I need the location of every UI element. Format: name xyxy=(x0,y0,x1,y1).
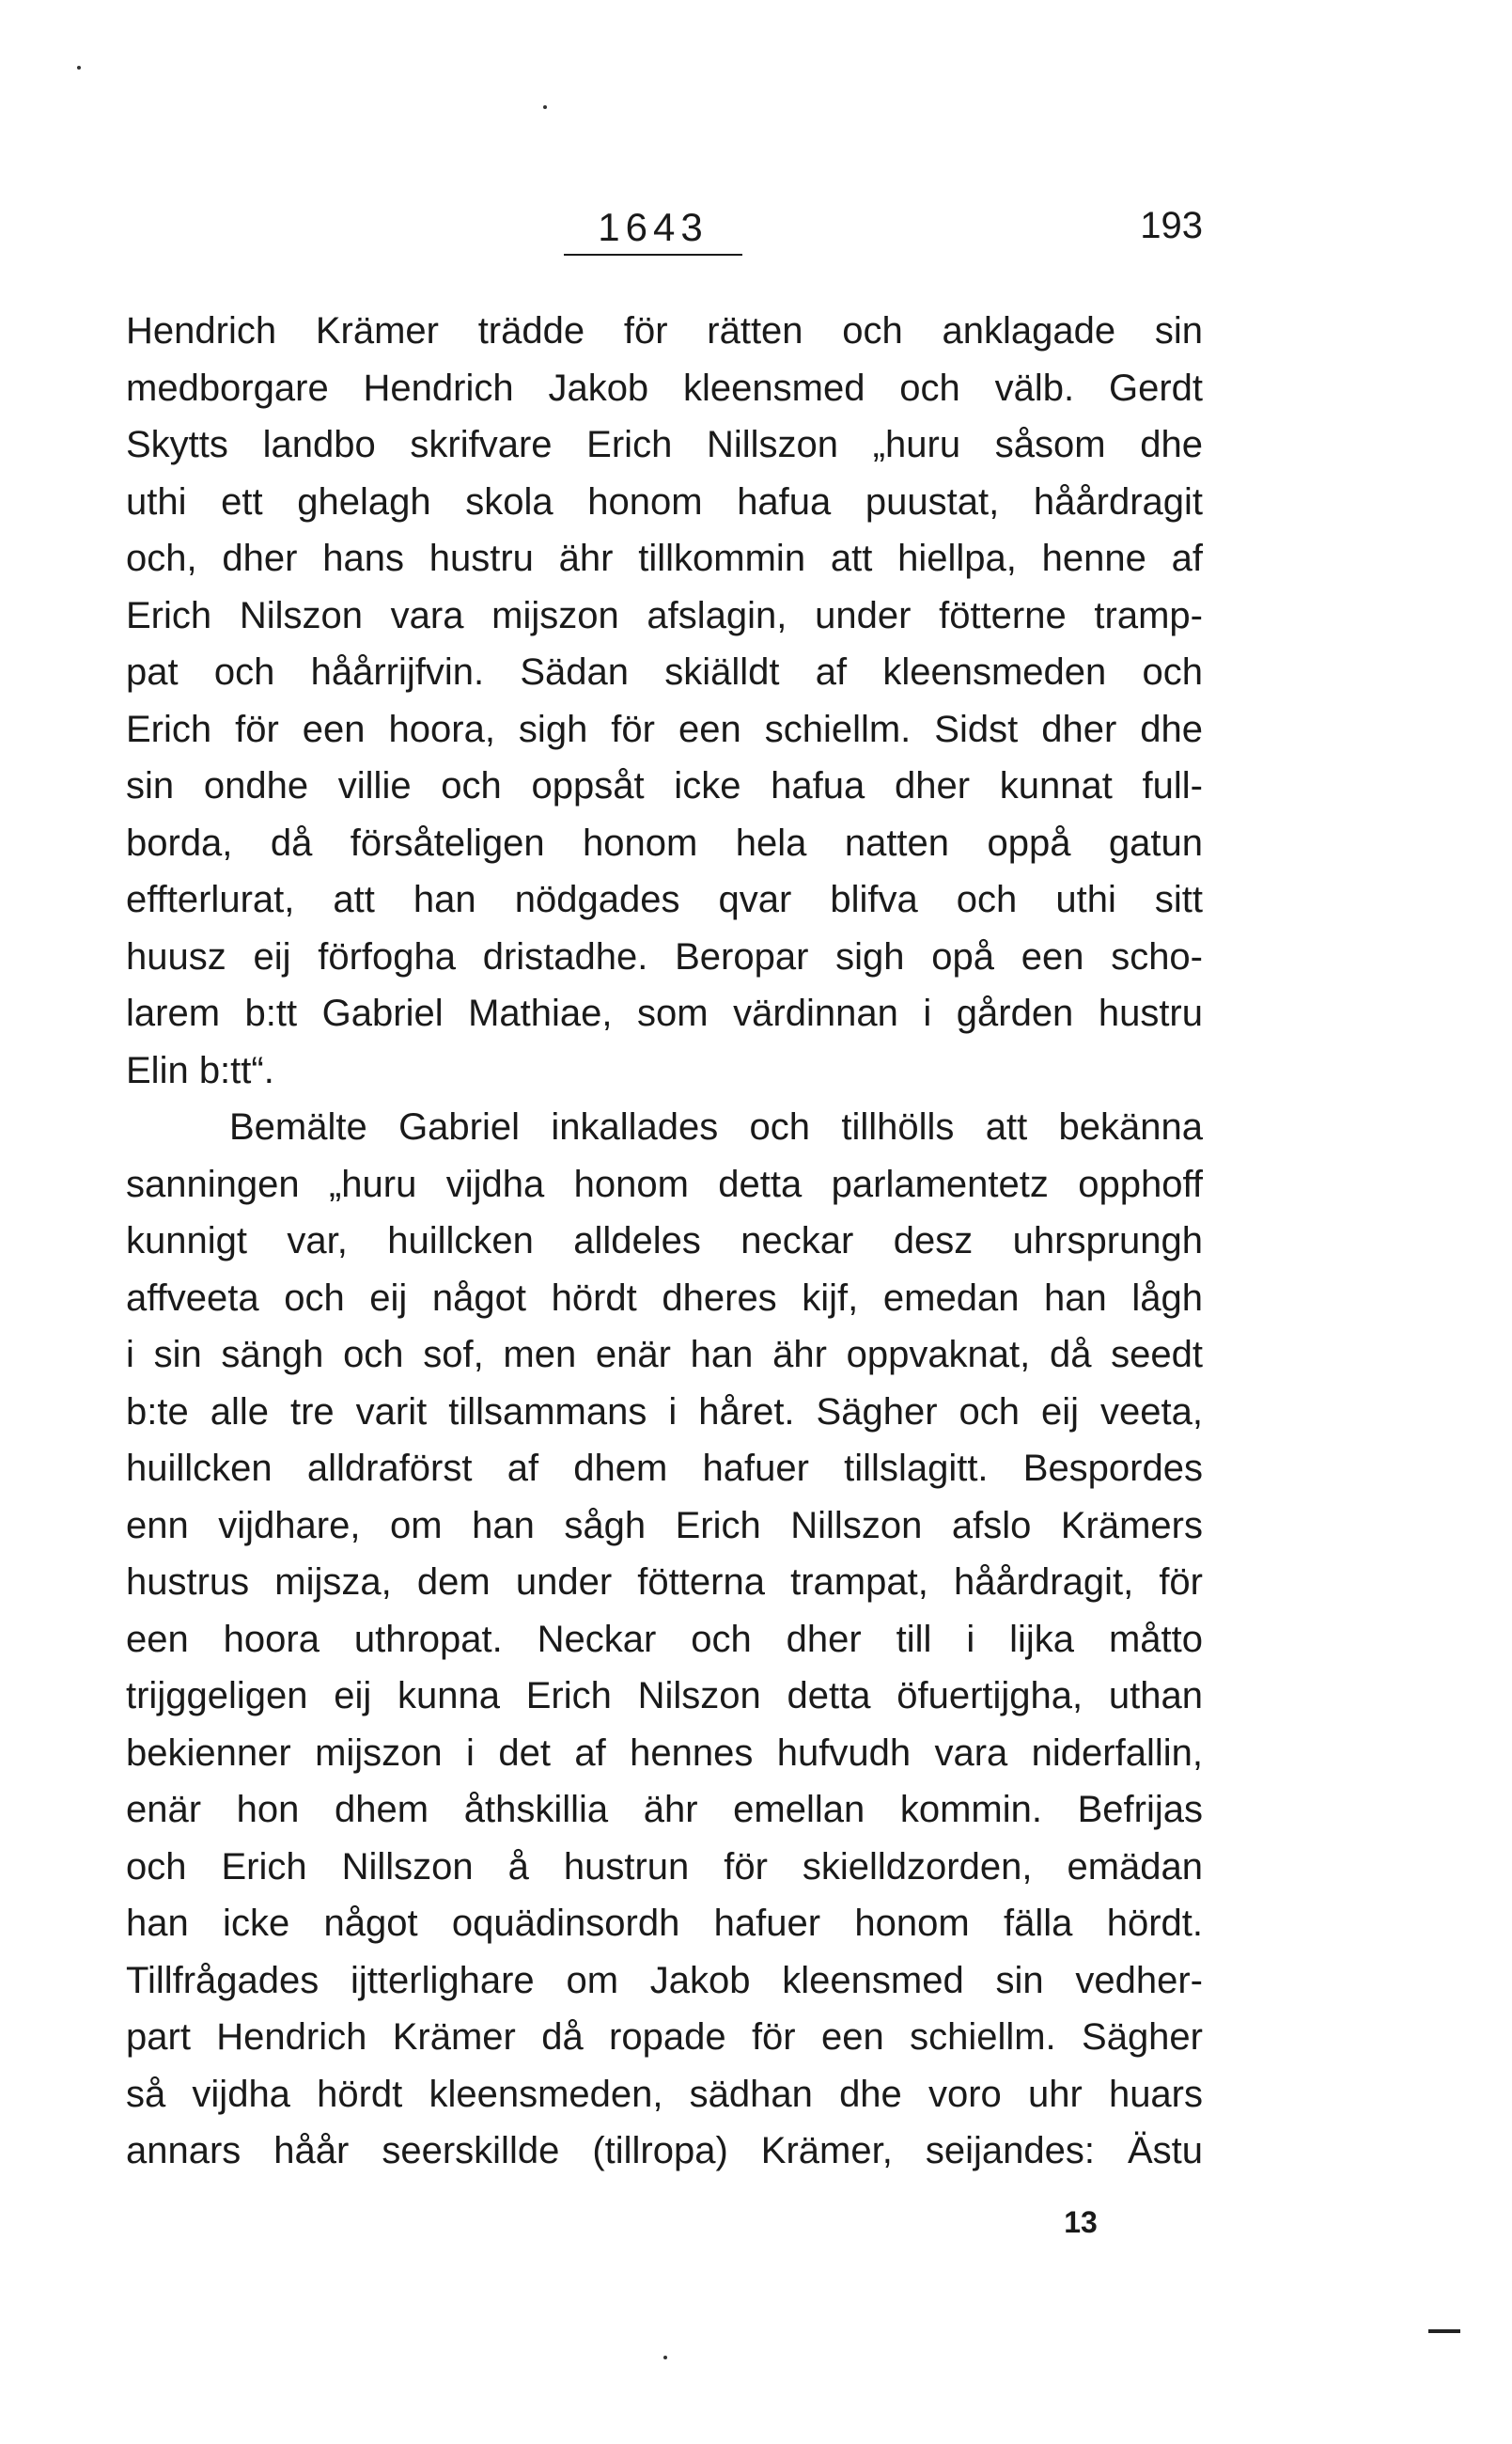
text-line: annars håår seerskillde (tillropa) Krämer, seijandes: Ästu xyxy=(126,2130,1203,2171)
text-line: i sin sängh och sof, men enär han ähr oppvaknat, då seedt xyxy=(126,1334,1203,1375)
text-line: affveeta och eij något hördt dheres kijf, emedan han lågh xyxy=(126,1277,1203,1319)
text-line: Bemälte Gabriel inkallades och tillhölls att bekänna xyxy=(229,1106,1203,1148)
text-line: uthi ett ghelagh skola honom hafua puustat, håårdragit xyxy=(126,480,1203,523)
scan-dot xyxy=(663,2356,667,2359)
text-line: Erich för een hoora, sigh för een schiellm. Sidst dher dhe xyxy=(126,708,1203,750)
year-heading: 1643 xyxy=(564,205,742,256)
text-line: sanningen „huru vijdha honom detta parlamentetz opphoff xyxy=(126,1163,1203,1205)
running-head xyxy=(0,205,1512,261)
text-line: b:te alle tre varit tillsammans i håret. Sägher och eij veeta, xyxy=(126,1390,1203,1433)
text-line: larem b:tt Gabriel Mathiae, som värdinnan i gården hustru xyxy=(126,993,1203,1034)
text-line: enär hon dhem åthskillia ähr emellan kommin. Befrijas xyxy=(126,1789,1203,1830)
paragraph xyxy=(126,1099,1203,2180)
text-line: effterlurat, att han nödgades qvar blifva och uthi sitt xyxy=(126,879,1203,920)
text-line: pat och håårrijfvin. Sädan skiälldt af kleensmeden och xyxy=(126,651,1203,693)
paragraph xyxy=(126,303,1203,1099)
text-line: bekienner mijszon i det af hennes hufvudh vara niderfallin, xyxy=(126,1731,1203,1774)
text-line: een hoora uthropat. Neckar och dher till i lijka måtto xyxy=(126,1618,1203,1660)
text-line: Hendrich Krämer trädde för rätten och anklagade sin xyxy=(126,310,1203,352)
text-line: Tillfrågades ijtterlighare om Jakob kleensmed sin vedher- xyxy=(126,1959,1203,2001)
text-line: han icke något oquädinsordh hafuer honom fälla hördt. xyxy=(126,1903,1203,1944)
text-line: part Hendrich Krämer då ropade för een schiellm. Sägher xyxy=(126,2016,1203,2058)
text-line: trijggeligen eij kunna Erich Nilszon detta öfuertijgha, uthan xyxy=(126,1675,1203,1716)
text-line: Skytts landbo skrifvare Erich Nillszon „huru såsom dhe xyxy=(126,424,1203,465)
text-line: kunnigt var, huillcken alldeles neckar desz uhrsprungh xyxy=(126,1220,1203,1261)
text-line: och Erich Nillszon å hustrun för skielldzorden, emädan xyxy=(126,1845,1203,1888)
text-line: borda, då försåteligen honom hela natten oppå gatun xyxy=(126,822,1203,864)
scan-dot xyxy=(77,66,81,70)
text-line: huillcken alldraförst af dhem hafuer tillslagitt. Bespordes xyxy=(126,1448,1203,1489)
text-line: och, dher hans hustru ähr tillkommin att hiellpa, henne af xyxy=(126,538,1203,579)
signature-mark: 13 xyxy=(1064,2205,1098,2239)
scan-dot xyxy=(543,105,547,109)
text-line: sin ondhe villie och oppsåt icke hafua dher kunnat full- xyxy=(126,765,1203,807)
text-line: hustrus mijsza, dem under fötterna trampat, håårdragit, för xyxy=(126,1561,1203,1603)
text-line: huusz eij förfogha dristadhe. Beropar sigh opå een scho- xyxy=(126,935,1203,978)
page-number: 193 xyxy=(1140,205,1203,246)
text-line: Erich Nilszon vara mijszon afslagin, under fötterne tramp- xyxy=(126,594,1203,636)
body-text xyxy=(126,303,1203,2180)
text-line: Elin b:tt“. xyxy=(126,1049,274,1091)
text-line: så vijdha hördt kleensmeden, sädhan dhe voro uhr huars xyxy=(126,2073,1203,2115)
text-line: enn vijdhare, om han sågh Erich Nillszon afslo Krämers xyxy=(126,1504,1203,1546)
scan-mark xyxy=(1428,2329,1460,2333)
text-line: medborgare Hendrich Jakob kleensmed och välb. Gerdt xyxy=(126,367,1203,409)
